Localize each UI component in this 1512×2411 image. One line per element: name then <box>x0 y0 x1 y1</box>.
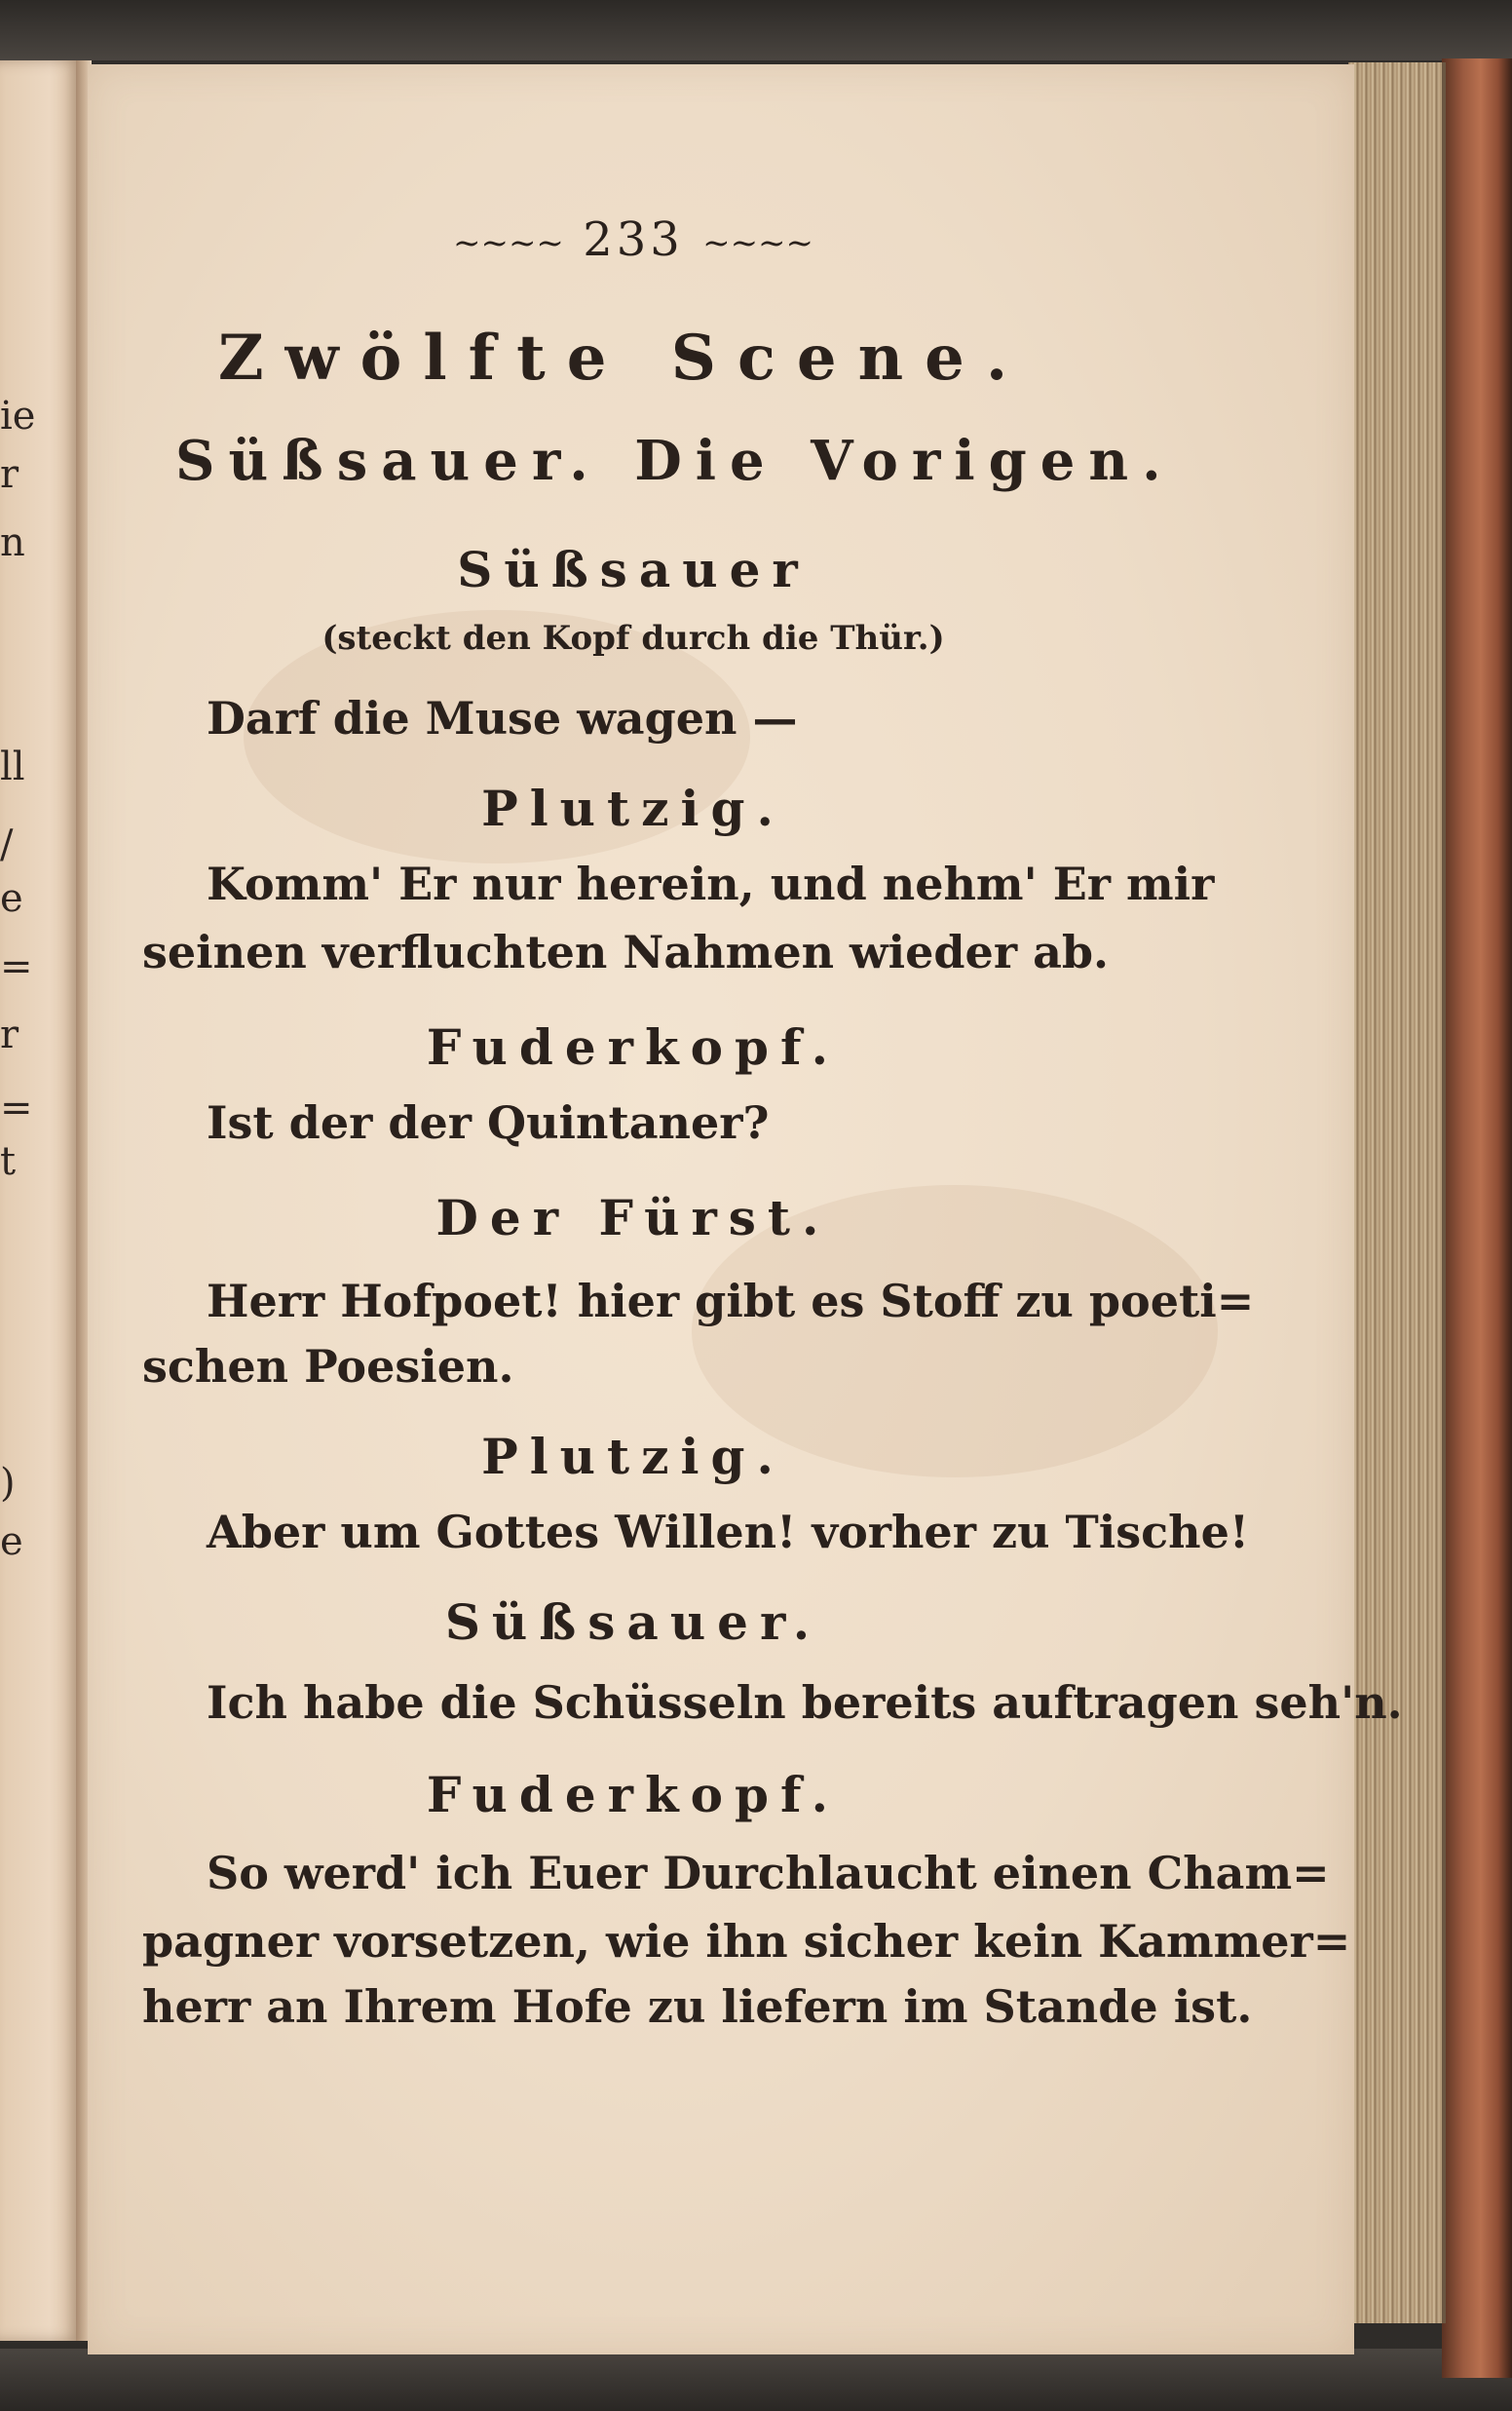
dialogue-line: schen Poesien. <box>142 1340 514 1393</box>
dialogue-line: Darf die Muse wagen — <box>207 692 798 745</box>
book-cover-top <box>0 0 1512 60</box>
left-page-fragment: / <box>0 823 14 867</box>
page-number: 233 <box>583 212 684 267</box>
stage-direction: (steckt den Kopf durch die Thür.) <box>321 619 945 658</box>
left-page-fragment: ) <box>0 1461 16 1506</box>
left-page-fragment: = <box>0 1086 33 1130</box>
left-page-fragment: ie <box>0 394 36 439</box>
dialogue-line: Aber um Gottes Willen! vorher zu Tische! <box>207 1506 1250 1558</box>
speaker-name: Der Fürst. <box>435 1189 831 1246</box>
speaker-name: Plutzig. <box>481 780 785 837</box>
scene-title: Zwölfte Scene. <box>217 322 1030 395</box>
book-cover-bottom <box>0 2349 1512 2411</box>
speaker-name: Fuderkopf. <box>426 1018 841 1076</box>
dialogue-line: seinen verfluchten Nahmen wieder ab. <box>142 926 1110 978</box>
ornament-left: ~~~~ <box>452 223 564 263</box>
dialogue-line: Herr Hofpoet! hier gibt es Stoff zu poeti= <box>207 1275 1255 1327</box>
dialogue-line: Komm' Er nur herein, und nehm' Er mir <box>207 858 1215 910</box>
left-page-fragment: = <box>0 944 33 989</box>
left-page-fragment: r <box>0 1013 19 1057</box>
left-page-fragment: n <box>0 520 25 565</box>
speaker-name: Süßsauer <box>457 541 810 598</box>
speaker-name: Süßsauer. <box>444 1593 822 1651</box>
left-page-fragment: r <box>0 452 19 497</box>
page-header <box>438 212 828 267</box>
dialogue-line: herr an Ihrem Hofe zu liefern im Stande ist. <box>142 1980 1253 2033</box>
ornament-right: ~~~~ <box>702 223 814 263</box>
left-facing-page <box>0 60 82 2341</box>
left-page-fragment: t <box>0 1139 17 1184</box>
dialogue-line: Ich habe die Schüsseln bereits auftragen seh'n. <box>207 1676 1403 1729</box>
dialogue-line: So werd' ich Euer Durchlaucht einen Cham= <box>207 1847 1330 1899</box>
page-edges <box>1348 62 1446 2323</box>
cast-list: Süßsauer. Die Vorigen. <box>175 429 1175 493</box>
left-page-fragment: ll <box>0 745 25 789</box>
dialogue-line: Ist der der Quintaner? <box>207 1096 770 1149</box>
book-cover-spine <box>1442 58 1512 2378</box>
speaker-name: Plutzig. <box>481 1428 785 1485</box>
left-page-fragment: e <box>0 1519 23 1564</box>
speaker-name: Fuderkopf. <box>426 1766 841 1823</box>
left-page-fragment: e <box>0 876 23 921</box>
dialogue-line: pagner vorsetzen, wie ihn sicher kein Kammer= <box>142 1915 1351 1968</box>
